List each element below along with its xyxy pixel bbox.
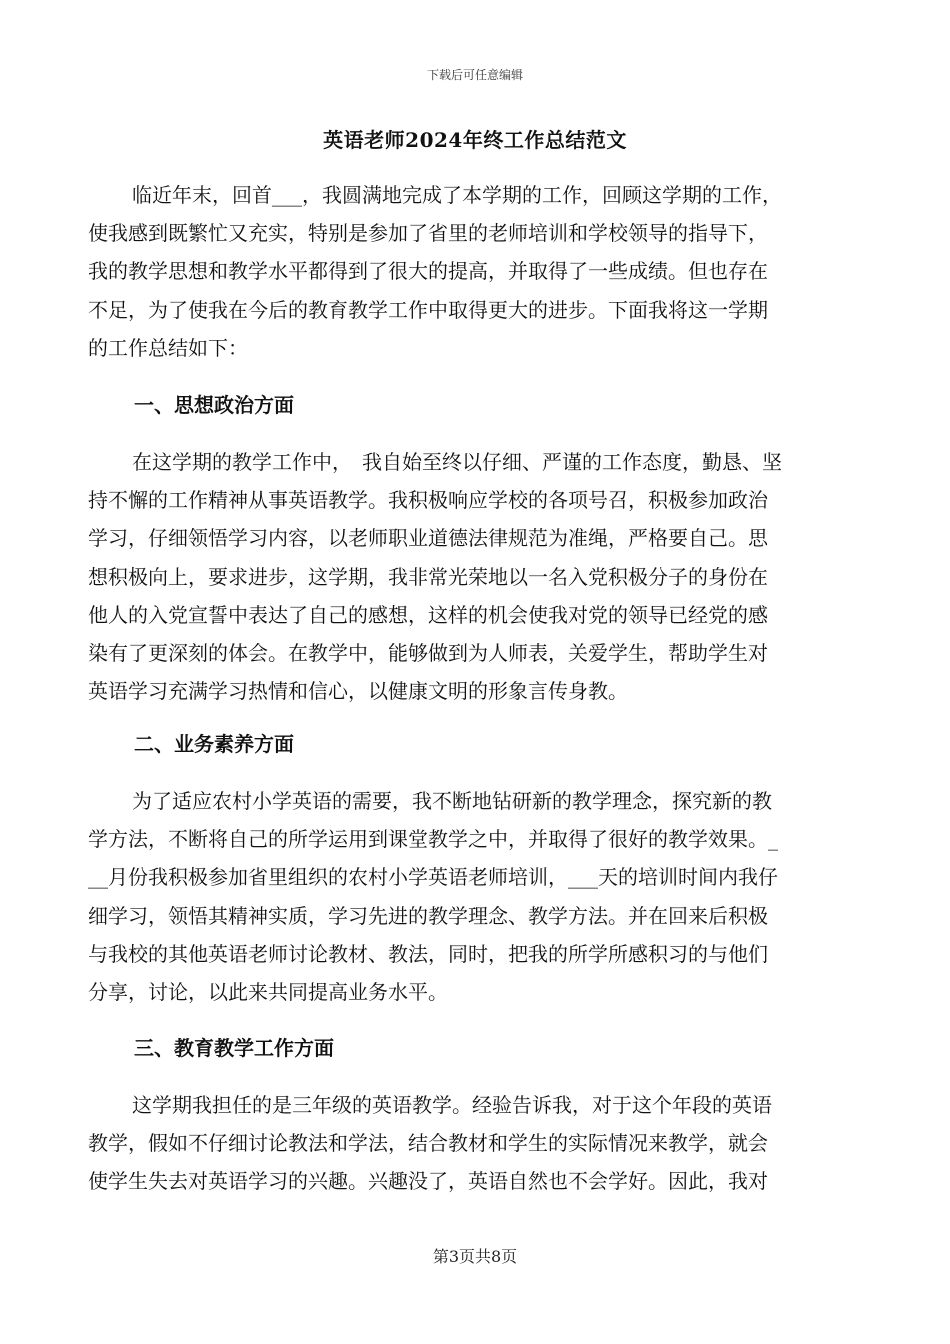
paragraph-line: 教学，假如不仔细讨论教法和学法，结合教材和学生的实际情况来教学，就会	[88, 1131, 768, 1156]
paragraph-line: 英语学习充满学习热情和信心，以健康文明的形象言传身教。	[88, 679, 628, 704]
section-2-paragraph	[88, 782, 863, 1011]
paragraph-line: 不足，为了使我在今后的教育教学工作中取得更大的进步。下面我将这一学期	[88, 297, 768, 322]
paragraph-line: 细学习，领悟其精神实质，学习先进的教学理念、教学方法。并在回来后积极	[88, 903, 768, 928]
paragraph-line: 使学生失去对英语学习的兴趣。兴趣没了，英语自然也不会学好。因此，我对	[88, 1169, 768, 1194]
intro-paragraph	[88, 176, 863, 367]
document-title: 英语老师2024年终工作总结范文	[323, 128, 627, 152]
paragraph-line: 与我校的其他英语老师讨论教材、教法，同时，把我的所学所感积习的与他们	[88, 941, 768, 966]
paragraph-line: 学习，仔细领悟学习内容，以老师职业道德法律规范为准绳，严格要自己。思	[88, 526, 768, 551]
paragraph-line: 我的教学思想和教学水平都得到了很大的提高，并取得了一些成绩。但也存在	[88, 259, 768, 284]
paragraph-line: 持不懈的工作精神从事英语教学。我积极响应学校的各项号召，积极参加政治	[88, 488, 768, 513]
section-heading-3: 三、教育教学工作方面	[134, 1036, 334, 1060]
paragraph-line: 分享，讨论，以此来共同提高业务水平。	[88, 980, 448, 1005]
paragraph-line: 在这学期的教学工作中， 我自始至终以仔细、严谨的工作态度，勤恳、坚	[132, 450, 782, 474]
section-heading-1: 一、思想政治方面	[134, 393, 294, 417]
paragraph-line: 为了适应农村小学英语的需要，我不断地钻研新的教学理念，探究新的教	[132, 789, 772, 813]
paragraph-line: 学方法，不断将自己的所学运用到课堂教学之中，并取得了很好的教学效果。_	[88, 827, 778, 852]
section-heading-2: 二、业务素养方面	[134, 732, 294, 756]
page-number-footer: 第3页共8页	[432, 1247, 518, 1266]
paragraph-line: 他人的入党宣誓中表达了自己的感想，这样的机会使我对党的领导已经党的感	[88, 602, 768, 627]
paragraph-line: 使我感到既繁忙又充实，特别是参加了省里的老师培训和学校领导的指导下，	[88, 221, 768, 246]
paragraph-line: 染有了更深刻的体会。在教学中，能够做到为人师表，关爱学生，帮助学生对	[88, 641, 768, 666]
header-note: 下载后可任意编辑	[426, 68, 523, 82]
paragraph-line: __月份我积极参加省里组织的农村小学英语老师培训，___天的培训时间内我仔	[88, 865, 778, 890]
section-1-paragraph	[88, 443, 863, 710]
paragraph-line: 想积极向上，要求进步，这学期，我非常光荣地以一名入党积极分子的身份在	[88, 564, 768, 589]
section-3-paragraph	[88, 1086, 863, 1201]
paragraph-line: 这学期我担任的是三年级的英语教学。经验告诉我，对于这个年段的英语	[132, 1093, 772, 1117]
paragraph-line: 的工作总结如下：	[88, 335, 248, 360]
paragraph-line: 临近年末，回首___，我圆满地完成了本学期的工作，回顾这学期的工作，	[132, 183, 782, 207]
